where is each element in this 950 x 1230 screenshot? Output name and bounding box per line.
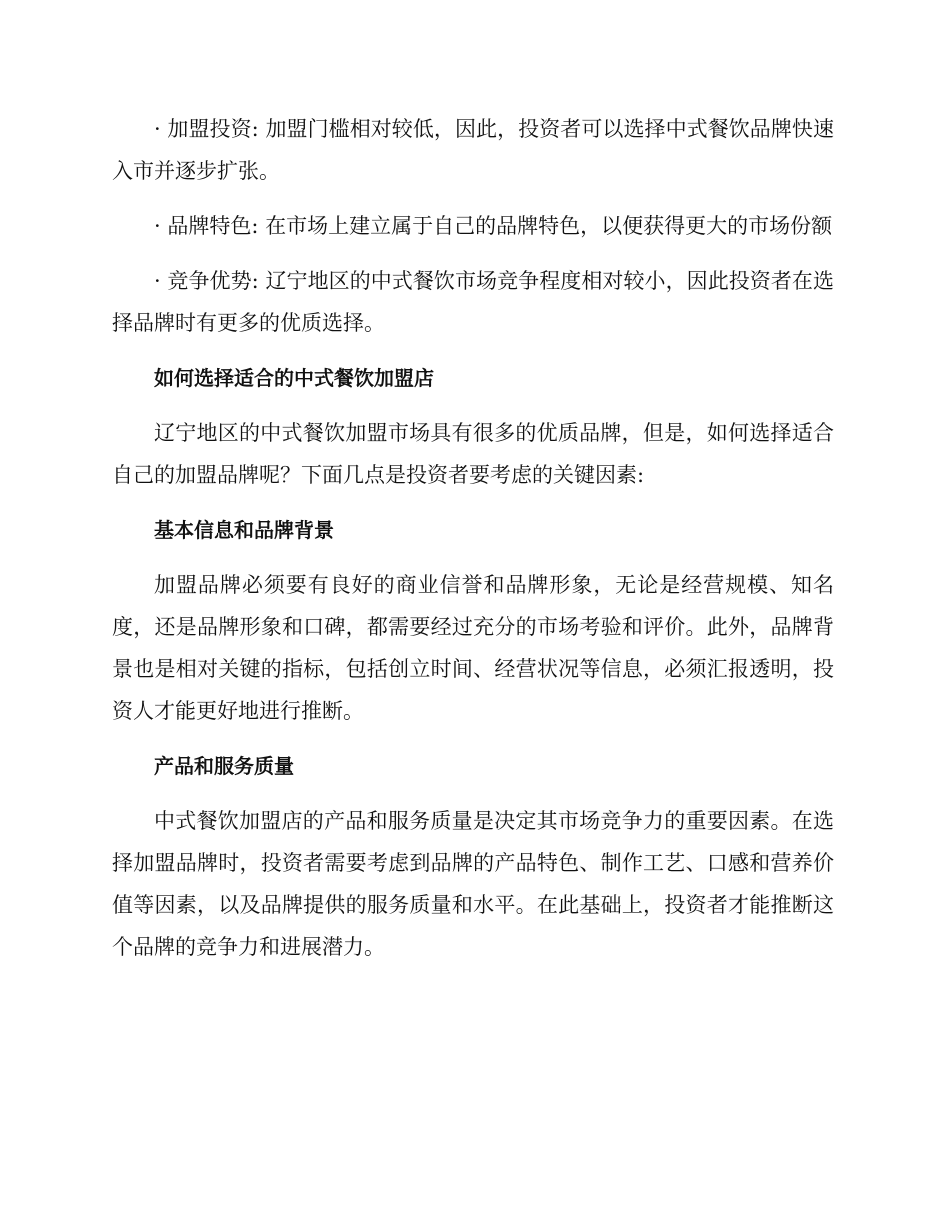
bullet-competitive-advantage: · 竞争优势: 辽宁地区的中式餐饮市场竞争程度相对较小，因此投资者在选择品牌时有更多的优质选择。 bbox=[112, 269, 834, 335]
document-page bbox=[112, 108, 834, 981]
heading-how-to-choose: 如何选择适合的中式餐饮加盟店 bbox=[154, 366, 434, 390]
paragraph-product-service-quality: 中式餐饮加盟店的产品和服务质量是决定其市场竞争力的重要因素。在选择加盟品牌时，投资者需要考虑到品牌的产品特色、制作工艺、口感和营养价值等因素，以及品牌提供的服务质量和水平。在此基础上，投资者才能推断这个品牌的竞争力和进展潜力。 bbox=[112, 809, 834, 959]
heading-product-service-quality: 产品和服务质量 bbox=[154, 754, 294, 778]
paragraph-how-to-choose: 辽宁地区的中式餐饮加盟市场具有很多的优质品牌，但是，如何选择适合自己的加盟品牌呢？下面几点是投资者要考虑的关键因素: bbox=[112, 421, 834, 487]
paragraph-brand-background: 加盟品牌必须要有良好的商业信誉和品牌形象，无论是经营规模、知名度，还是品牌形象和口碑，都需要经过充分的市场考验和评价。此外，品牌背景也是相对关键的指标，包括创立时间、经营状况等信息，必须汇报透明，投资人才能更好地进行推断。 bbox=[112, 573, 834, 723]
heading-brand-background: 基本信息和品牌背景 bbox=[154, 518, 334, 542]
bullet-brand-features: · 品牌特色: 在市场上建立属于自己的品牌特色，以便获得更大的市场份额 bbox=[154, 214, 833, 238]
bullet-franchise-investment: · 加盟投资: 加盟门槛相对较低，因此，投资者可以选择中式餐饮品牌快速入市并逐步扩张。 bbox=[112, 117, 834, 183]
